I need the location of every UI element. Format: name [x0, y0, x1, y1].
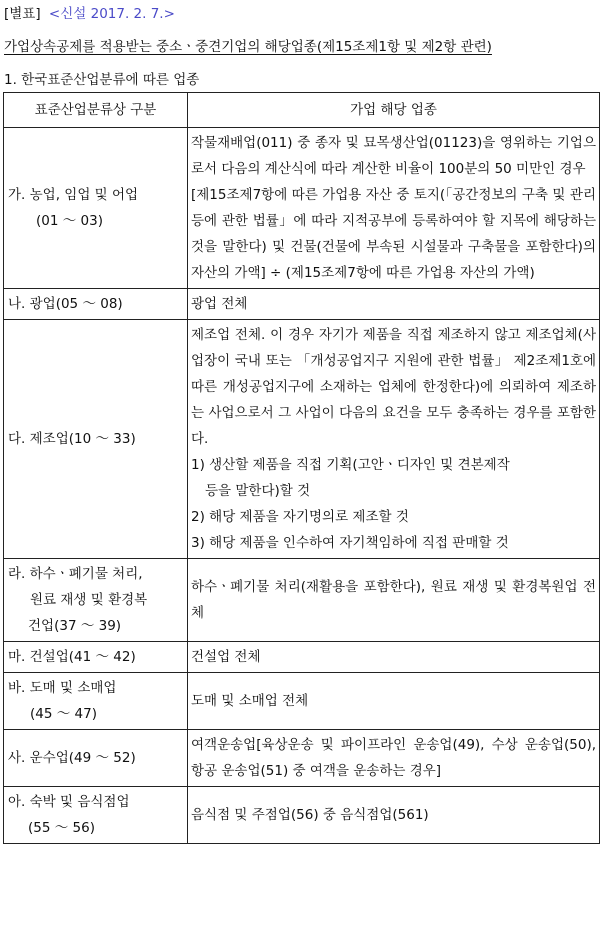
description-text: 광업 전체 — [191, 296, 248, 312]
description-text: 하수ㆍ폐기물 처리(재활용을 포함한다), 원료 재생 및 환경복원업 전체 — [191, 579, 596, 621]
category-cell — [4, 673, 188, 730]
category-cell — [4, 730, 188, 787]
description-cell — [188, 559, 600, 642]
table-row — [4, 673, 600, 730]
description-cell — [188, 787, 600, 844]
category-cell — [4, 289, 188, 320]
category-code: 건업(37 ～ 39) — [28, 618, 122, 634]
category-label: 다. 제조업(10 ～ 33) — [8, 431, 136, 447]
description-cell — [188, 642, 600, 673]
table-row — [4, 730, 600, 787]
document-header — [4, 2, 175, 22]
category-label: 바. 도매 및 소매업 — [8, 680, 117, 696]
category-cell — [4, 559, 188, 642]
table-row — [4, 128, 600, 289]
table-row — [4, 787, 600, 844]
requirement-text-continued: 등을 말한다)할 것 — [205, 483, 311, 499]
description-text: 제조업 전체. 이 경우 자기가 제품을 직접 제조하지 않고 제조업체(사업장이 국내 또는 「개성공업지구 지원에 관한 법률」 제2조제1호에 따른 개성공업지구에 소재하는 업체에 한정한다)에 의뢰하여 제조하는 사업으로서 그 사업이 다음의 요건을 모두 충족하는 경우를 포함한다. — [191, 327, 596, 447]
description-cell — [188, 673, 600, 730]
table-row — [4, 559, 600, 642]
table-header-row — [4, 93, 600, 128]
category-cell — [4, 787, 188, 844]
category-label: 나. 광업(05 ～ 08) — [8, 296, 123, 312]
category-label: 가. 농업, 임업 및 어업 — [8, 187, 139, 203]
category-cell — [4, 320, 188, 559]
column-header-classification: 표준산업분류상 구분 — [4, 93, 188, 128]
document-title: 가업상속공제를 적용받는 중소ㆍ중견기업의 해당업종(제15조제1항 및 제2항 관련) — [4, 39, 492, 55]
description-text: 건설업 전체 — [191, 649, 261, 665]
description-cell — [188, 320, 600, 559]
requirement-item: 2) 해당 제품을 자기명의로 제조할 것 — [191, 509, 409, 525]
category-label: 라. 하수ㆍ폐기물 처리, — [8, 566, 143, 582]
category-code: (01 ～ 03) — [36, 213, 103, 229]
amendment-note: <신설 2017. 2. 7.> — [48, 6, 175, 22]
table-row — [4, 642, 600, 673]
description-cell — [188, 730, 600, 787]
annex-tag: [별표] — [4, 6, 41, 22]
description-cell — [188, 128, 600, 289]
requirement-item: 3) 해당 제품을 인수하여 자기책임하에 직접 판매할 것 — [191, 535, 509, 551]
column-header-eligible-industry: 가업 해당 업종 — [188, 93, 600, 128]
section-heading: 1. 한국표준산업분류에 따른 업종 — [4, 72, 200, 88]
description-text: 여객운송업[육상운송 및 파이프라인 운송업(49), 수상 운송업(50), 항공 운송업(51) 중 여객을 운송하는 경우] — [191, 737, 596, 779]
table-row — [4, 289, 600, 320]
description-formula: [제15조제7항에 따른 가업용 자산 중 토지(「공간정보의 구축 및 관리 등에 관한 법률」에 따라 지적공부에 등록하여야 할 지목에 해당하는 것을 말한다) 및 건물(건물에 부속된 시설물과 구축물을 포함한다)의 자산의 가액] ÷ (제15조제7항에 따른 가업용 자산의 가액) — [191, 187, 596, 281]
category-code: (45 ～ 47) — [30, 706, 97, 722]
description-text: 도매 및 소매업 전체 — [191, 693, 309, 709]
category-label-continued: 원료 재생 및 환경복 — [30, 592, 148, 608]
category-cell — [4, 642, 188, 673]
description-text: 작물재배업(011) 중 종자 및 묘목생산업(01123)을 영위하는 기업으로서 다음의 계산식에 따라 계산한 비율이 100분의 50 미만인 경우 — [191, 135, 596, 177]
description-text: 음식점 및 주점업(56) 중 음식점업(561) — [191, 807, 429, 823]
category-label: 사. 운수업(49 ～ 52) — [8, 750, 136, 766]
table-row — [4, 320, 600, 559]
requirement-text: 1) 생산할 제품을 직접 기획(고안ㆍ디자인 및 견본제작 — [191, 457, 510, 473]
category-label: 아. 숙박 및 음식점업 — [8, 794, 130, 810]
category-label: 마. 건설업(41 ～ 42) — [8, 649, 136, 665]
category-cell — [4, 128, 188, 289]
industry-table — [3, 92, 600, 844]
category-code: (55 ～ 56) — [28, 820, 95, 836]
requirement-item — [191, 452, 596, 504]
description-cell — [188, 289, 600, 320]
